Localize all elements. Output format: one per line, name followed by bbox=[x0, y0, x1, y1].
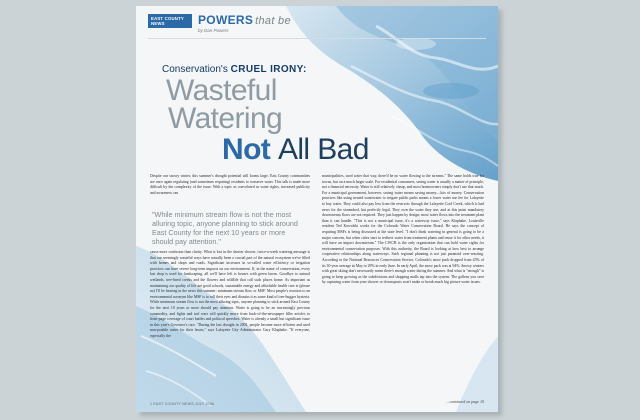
headline-not: Not bbox=[222, 133, 271, 166]
column-brand bbox=[198, 13, 291, 27]
kicker-lead: Conservation's bbox=[162, 64, 228, 75]
article-column-1-bottom: cause more confusion than clarity. What is lost in the shorter shower, twice-a-week watering message is that our seemingly wasteful ways have actually been a crucial part of the natural ecosystem we've filled with homes and shops and roads. Significant increases in so-called water efficiency or irrigation practices can have severe long-term impacts on our environment. If, in the name of conservation, every last drop is used for landscaping, all we'll have left is houses with green lawns. Goodbye to natural wetlands, tree-lined creeks and the flowers and wildlife that call such places home. As important as maintaining our quality of life are good schools, sustainable energy and affordable health care is (please no) I'll be hearing in the news this summer: minimum stream flow, or MSF. Most people's reaction to an environmental acronym like MSF is to roll their eyes and dismiss it as some kind of tree-hugger hysteria. While minimum stream flow is not the most alluring topic, anyone planning to stick around East County for the next 10 years or more should pay attention. Water is going to be an increasingly precious commodity, and fights and turf wars will quickly move from back-of-the-newspaper filler articles to front-page coverage of court battles and political speeches. Water is already a small but significant issue in this year's Governor's race. "During the last drought in 2002, people became more efficient and used non-potable water for their lawns," says Lafayette City Administrator Gary Klaphake. "If everyone, especially the bbox=[150, 250, 310, 338]
page-footer: 1 EAST COUNTY NEWS JULY 2006 bbox=[150, 402, 215, 406]
continued-note: ...continued on page 10 bbox=[446, 399, 484, 404]
brand-suffix: that be bbox=[255, 15, 291, 27]
article-column-1-top: Despite our snowy winter, this summer's drought potential still looms large. East County communities are once again regulating (and sometimes requiring) residents to conserve water. This talk is made more difficult by the complexity of the issue. With a topic as convoluted as water rights, increased publicity and awareness can bbox=[150, 174, 310, 195]
magazine-page bbox=[136, 6, 498, 412]
byline: by Dan Powers bbox=[198, 28, 229, 33]
header-divider bbox=[148, 38, 486, 39]
section-tag: EAST COUNTY NEWS bbox=[148, 14, 192, 28]
headline-line-3 bbox=[222, 134, 369, 166]
brand-name: POWERS bbox=[198, 13, 254, 27]
headline-line-1: Wasteful bbox=[166, 74, 277, 107]
kicker-bold: CRUEL IRONY: bbox=[230, 64, 307, 75]
headline-all-bad: All Bad bbox=[277, 133, 369, 166]
article-column-2: municipalities, used water that way, there'd be no water flowing to the streams." The same holds true for towns, but on a much larger scale. For residential consumers, saving water is usually a matter of principle, not a financial necessity. Water is still relatively cheap, and most homeowners simply don't use that much. For a municipal government, however, saving water means saving money—lots of money. Conservation practices like using treated wastewater to irrigate public parks means a lower water use fee for Lafayette to buy water. They could also pay less from the reservoir through the Lafayette Cool Creek, which is bad news for the streambed, but perfectly legal. They own the water they use, and at this point mandatory downstream flows are not required. They just happen by design; most water flows into the treatment plant than it can handle. "This is not a municipal issue, it's a waterway issue," says Klaphake. Louisville resident Ted Kowalski works for the Colorado Water Conservation Board. He says the concept of requiring MSFs is being discussed at the state level. "I don't think watering in general is going to be a major concern, but when cities start to redirect water from treatment plants and reuse it for other needs, it will have an impact downstream." The CWCB is the only organization that can hold water rights for environmental conservation purposes. With this authority, the Board is looking at how best to arrange cooperative relationships along waterways. Such regional planning is not just paranoid over-reacting. According to the National Resources Conservation Service, Colorado's snow pack dropped from 45% of its 30-year average in May to 29% in early June. In early April, the snow pack was at 94%. Snowy winters with great skiing don't necessarily mean there's enough water during the summer. And what is "enough" is going to keep growing as the subdivisions and shopping malls tap into the system. The gallons you save by capturing water from your shower or downspouts won't make or break much big picture water issues. bbox=[322, 174, 484, 285]
headline-line-2: Watering bbox=[168, 102, 283, 135]
pull-quote: "While minimum stream flow is not the most alluring topic, anyone planning to stick around East County for the next 10 years or more should pay attention." bbox=[152, 210, 298, 246]
